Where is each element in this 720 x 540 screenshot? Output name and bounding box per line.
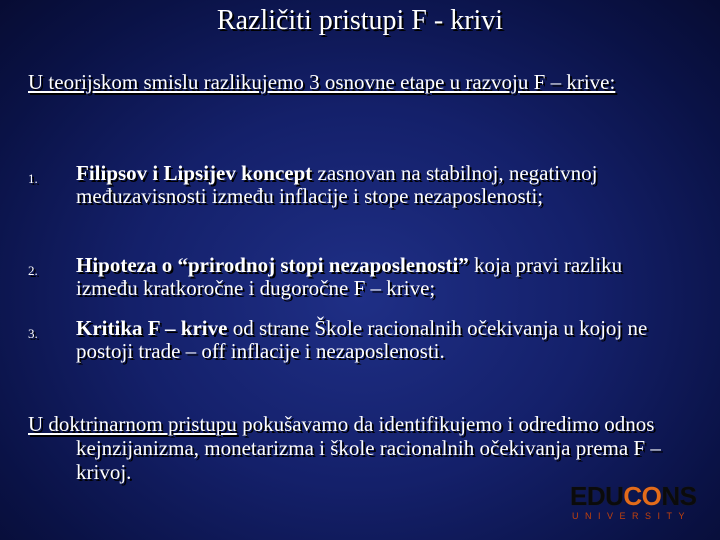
list-item-heading: Filipsov i Lipsijev koncept: [76, 161, 313, 185]
outro-paragraph: [28, 412, 696, 484]
list-item-text: od strane Škole racionalnih očekivanja u kojoj ne postoji trade – off inflacije i nezaposlenosti.: [76, 316, 648, 363]
outro-text: pokušavamo da identifikujemo i odredimo odnos kejnzijanizma, monetarizma i škole racionalnih očekivanja prema F – krivoj.: [76, 412, 661, 484]
educons-logo: [570, 481, 697, 526]
outro-underlined: U doktrinarnom pristupu: [28, 412, 237, 436]
list-item-body: [76, 162, 686, 208]
slide-title: Različiti pristupi F - krivi: [216, 5, 504, 36]
list-number: 3.: [28, 326, 38, 341]
list-number: 2.: [28, 263, 38, 278]
logo-subtitle: UNIVERSITY: [572, 511, 692, 521]
list-item-body: [76, 254, 686, 300]
logo-part1: EDU: [570, 481, 624, 511]
logo-ring: CO: [623, 481, 662, 511]
list-number: 1.: [28, 171, 38, 186]
list-item-text: zasnovan na stabilnoj, negativnoj međuzavisnosti između inflacije i stope nezaposlenosti;: [76, 161, 598, 208]
list-item-heading: Hipoteza o “prirodnoj stopi nezaposlenosti”: [76, 253, 469, 277]
list-item-text: koja pravi razliku između kratkoročne i dugoročne F – krive;: [76, 253, 623, 300]
list-item-heading: Kritika F – krive: [76, 316, 228, 340]
logo-part2: NS: [661, 481, 697, 511]
intro-text: U teorijskom smislu razlikujemo 3 osnovne etape u razvoju F – krive:: [28, 70, 616, 94]
list-item-body: [76, 317, 686, 363]
logo-wordmark: [570, 481, 697, 511]
